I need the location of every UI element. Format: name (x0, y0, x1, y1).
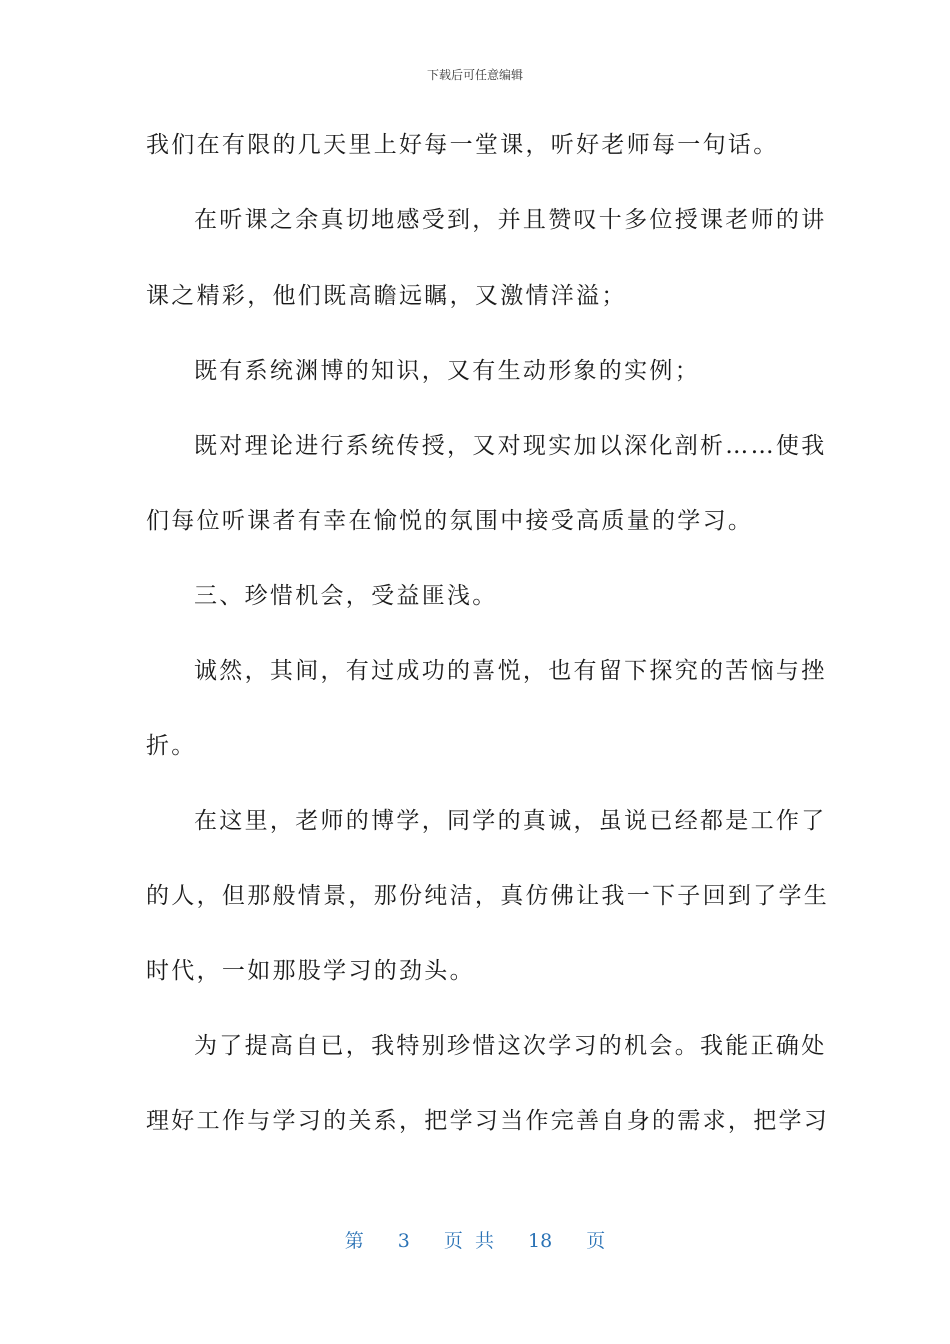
page-footer (0, 1226, 950, 1253)
text-line: 的人，但那般情景，那份纯洁，真仿佛让我一下子回到了学生 (146, 883, 830, 909)
page-header: 下载后可任意编辑 (426, 68, 523, 82)
text-line: 课之精彩，他们既高瞻远瞩，又激情洋溢； (146, 283, 627, 309)
total-pages: 18 (528, 1230, 553, 1252)
text-line: 既对理论进行系统传授，又对现实加以深化剖析……使我 (194, 433, 827, 459)
page-suffix: 页 (586, 1230, 606, 1252)
text-line: 既有系统渊博的知识，又有生动形象的实例； (194, 358, 700, 384)
page-label: 第 (344, 1230, 364, 1252)
text-line: 诚然，其间，有过成功的喜悦，也有留下探究的苦恼与挫 (194, 658, 827, 684)
text-line: 在听课之余真切地感受到，并且赞叹十多位授课老师的讲 (194, 207, 827, 233)
text-line: 我们在有限的几天里上好每一堂课，听好老师每一句话。 (146, 132, 779, 158)
text-line: 折。 (146, 733, 197, 759)
text-line: 理好工作与学习的关系，把学习当作完善自身的需求，把学习 (146, 1108, 830, 1134)
total-prefix: 页 共 (443, 1230, 494, 1252)
text-line: 在这里，老师的博学，同学的真诚，虽说已经都是工作了 (194, 808, 827, 834)
text-line: 时代，一如那股学习的劲头。 (146, 958, 475, 984)
page-number: 3 (397, 1230, 410, 1252)
text-line: 三、珍惜机会，受益匪浅。 (194, 583, 498, 609)
text-line: 们每位听课者有幸在愉悦的氛围中接受高质量的学习。 (146, 508, 754, 534)
text-line: 为了提高自已，我特别珍惜这次学习的机会。我能正确处 (194, 1033, 827, 1059)
